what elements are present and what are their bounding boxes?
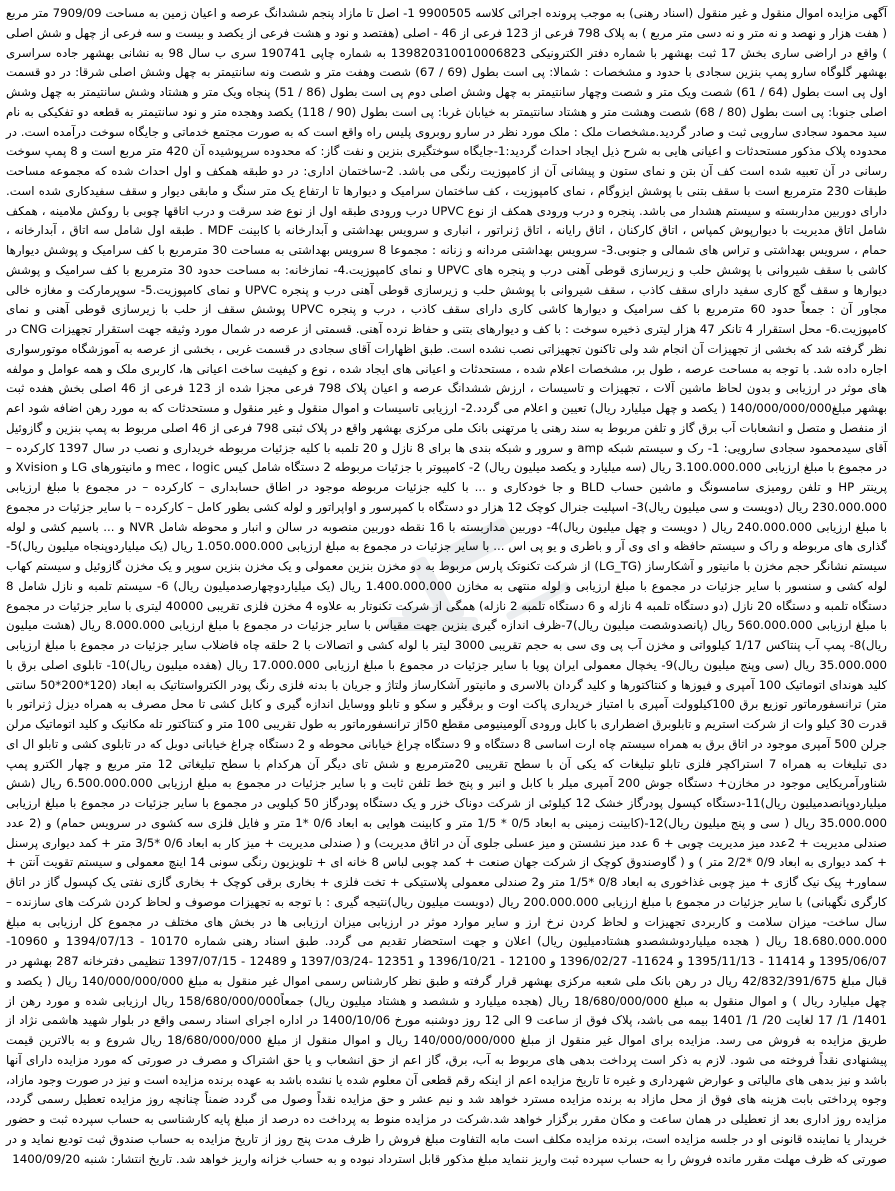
auction-notice-text: آگهی مزایده اموال منقول و غیر منقول (اسناد رهنی) به موجب پرونده اجرائی کلاسه 9900505 1- اصل تا مازاد پنجم ششدانگ عرصه و اعیان زمین به مساحت 7909/09 متر مربع ( هفت هزار و نهصد و نه متر و نه دسی متر مربع ) به پلاک 798 فرعی از 123 فرعی از 46 - اصلی (هفتصد و نود و هشت فرعی از یکصد و بیست و سه فرعی از چهل و شش اصلی ) واقع در اراضی ساری بخش 17 ثبت بهشهر با شماره دفتر الکترونیکی 139820310010006823 به شماره چاپی 190741 سری ب سال 98 به نشانی بهشهر جاده سراسری بهشهر گلوگاه سارو پمپ بنزین سجادی با حدود و مشخصات : شمالا: پی است بطول (69 / 67) شصت وهفت متر و شصت ونه سانتیمتر به چهل وشش اصلی شرقا: در دو قسمت اول پی است بطول (64 / 61) شصت ویک متر و شصت وچهار سانتیمتر به چهل وشش اصلی دوم پی است بطول (86 / 51) پنجاه ویک متر و هشتاد وشش سانتیمتر به چهل وشش اصلی جنوبا: پی است بطول (80 / 68) شصت وهشت متر و هشتاد سانتیمتر به خیابان غربا: پی است بطول (90 / 118) یکصد وهجده متر و نود سانتیمتر به قطعه دو تفکیکی به نام سید محمود سجادی سارویی ثبت و صادر گردید.مشخصات ملک : ملک مورد نظر در سارو روبروی پلیس راه واقع است که به صورت مجتمع خدماتی و جایگاه سوخت درآمده است. در محدوده پلاک مذکور مستحدثات و اعیانی هایی به شرح ذیل ایجاد احداث گردید:1-جایگاه سوختگیری بنزین و نفت گاز: که محدوده سرپوشیده آن 420 متر مربع است و 8 پمپ سوخت رسانی در آن تعبیه شده است کف آن بتن و نمای ستون و پیشانی آن از کامپوزیت رنگی می باشد. 2-ساختمان اداری: در دو طبقه همکف و اول احداث شده که مجموعه مساحت طبقات 230 مترمربع است با سقف بتنی با پوشش ایزوگام ، نمای کامپوزیت ، کف ساختمان سرامیک و دیوارها تا ارتفاع یک متر سنگ و مابقی دیوار و سقف سفیدکاری شده است. دارای دوربین مداربسته و سیستم هشدار می باشد. پنجره و درب ورودی همکف از نوع UPVC درب ورودی طبقه اول از نوع ضد سرقت و درب اتاقها چوبی با روکش ملامینه ، همکف شامل اتاق مدیریت با دیوارپوش کمپاس ، اتاق کارکنان ، اتاق رایانه ، اتاق ژنراتور ، انباری و سرویس بهداشتی و آبدارخانه با کابینت MDF . طبقه اول شامل سه اتاق ، آبدارخانه ، حمام ، سرویس بهداشتی و تراس های شمالی و جنوبی.3- سرویس بهداشتی مردانه و زنانه : مجموعا 8 سرویس بهداشتی به مساحت 30 مترمربع با کف سرامیک و پوشش دیوارها کاشی با سقف شیروانی با پوشش حلب و زیرسازی قوطی آهنی درب و پنجره های UPVC و نمای کامپوزیت.4- نمازخانه: به مساحت حدود 30 مترمربع با کف سرامیک و پوشش دیوارها و سقف گچ کاری سفید دارای سقف کاذب ، سقف شیروانی با پوشش حلب و زیرسازی قوطی آهنی درب و پنجره UPVC و نمای کامپوزیت.5- سوپرمارکت و مغازه خالی مجاور آن : جمعاً حدود 60 مترمربع با کف سرامیک و دیوارها کاشی کاری دارای سقف کاذب ، درب و پنجره UPVC پوشش سقف از حلب با زیرسازی قوطی آهنی و نمای کامپوزیت.6- محل استقرار 4 تانکر 47 هزار لیتری ذخیره سوخت : با کف و دیوارهای بتنی و حفاظ نرده آهنی. قسمتی از عرصه در شمال مورد وثیقه جهت استقرار تجهیزات CNG در نظر گرفته شد که بخشی از تجهیزات آن انجام شد ولی تاکنون تجهیزاتی نصب نشده است. طبق اظهارات آقای سجادی در قسمت غربی ، بخشی از عرصه به آموزشگاه موتورسواری اجاره داده شد. با توجه به مساحت عرصه ، طول بر، مشخصات اعلام شده ، مستحدثات و اعیانی های ایجاد شده ، نوع و کیفیت ساخت اعیانی ها، کاربری ملک و همه عوامل و مولفه های موثر در ارزیابی و بدون لحاظ ماشین آلات ، تجهیزات و تاسیسات ، ارزش ششدانگ عرصه و اعیان پلاک 798 فرعی مجزا شده از 123 فرعی از 46 اصلی بخش هفده ثبت بهشهر مبلغ140/000/000/000 ( یکصد و چهل میلیارد ریال) تعیین و اعلام می گردد.2- ارزیابی تاسیسات و اموال منقول و غیر منقول و مستحدثات که به مورد رهن اضافه شود اعم از منفصل و متصل و انشعابات آب برق گاز و تلفن مربوط به سند رهنی یا مرتهنی بانک ملی مرکزی بهشهر واقع در پلاک ثبتی 798 فرعی از 46 اصلی مربوط به پمپ بنزین و گازوئیل آقای سیدمحمود سجادی سارویی: 1- رک و سیستم شبکه amp و سرور و شبکه بندی ها برای 8 نازل و 20 تلمبه با کلیه جزئیات مربوطه خریداری و نصب در سال 1397 کارکرده – در مجموع با مبلغ ارزیابی 3.100.000.000 ریال (سه میلیارد و یکصد میلیون ریال) 2- کامپیوتر با جزئیات مربوطه 2 دستگاه شامل کیس mec ، logic و مانیتورهای LG و Xvision و پرینتر HP و تلفن رومیزی سامسونگ و ماشین حساب BLD و جا خودکاری و ... با کلیه جزئیات مربوطه موجود در اطاق حسابداری – کارکرده – در مجموع با مبلغ ارزیابی 230.000.000 ریال (دویست و سی میلیون ریال)3- اسپلیت جنرال کوچک 12 هزار دو دستگاه با کمپرسور و اواپراتور و لوله کشی بطور کامل – کارکرده – با سایر جزئیات در مجموع با مبلغ ارزیابی 240.000.000 ریال ( دویست و چهل میلیون ریال)4- دوربین مداربسته با 16 نقطه دوربین منصوبه در سالن و انبار و محوطه شامل NVR و ... باسیم کشی و لوله گذاری های مربوطه و راک و سیستم حافظه و ای وی آر و باطری و یو پی اس ... با سایر جزئیات در مجموع به مبلغ ارزیابی 1.050.000.000 ریال (یک میلیاردوپنجاه میلیون ریال)5- سیستم نشانگر حجم مخزن با مانیتور و آشکارساز (LG_TG) از شرکت تکنوتک پارس مربوط به دو مخزن بنزین معمولی و یک مخزن بنزین سوپر و یک مخزن گازوئیل و سیستم کهاب لوله کشی و سنسور با سایر جزئیات در مجموع با مبلغ ارزیابی و لوله منتهی به مخازن 1.400.000.000 ریال (یک میلیاردوچهارصدمیلیون ریال) 6- سیستم تلمبه و نازل شامل 8 دستگاه تلمبه و دستگاه 20 نازل (دو دستگاه تلمبه 4 نازله و 6 دستگاه تلمبه 2 نازله) همگی از شرکت تکنوتار به علاوه 4 مخزن فلزی تقریبی 40000 لیتری با سایر جزئیات در مجموع با مبلغ ارزیابی 560.000.000 ریال (پانصدوشصت میلیون ریال)7-ظرف اندازه گیری بنزین جهت مقیاس با سایر جزئیات در مجموع با مبلغ ارزیابی 8.000.000 ریال (هشت میلیون ریال)8- پمپ آب پنتاکس 1/17 کیلوواتی و مخزن آب پی وی سی به حجم تقریبی 3000 لیتر با لوله کشی و اتصالات با 2 حلقه چاه فاضلاب سایر جزئیات در مجموع با مبلغ ارزیابی 35.000.000 ریال (سی وپنج میلیون ریال)9- یخچال معمولی ایران پویا با سایر جزئیات در مجموع با مبلغ ارزیابی 17.000.000 ریال (هفده میلیون ریال)10- تابلوی اصلی برق با کلید هوندای اتوماتیک 100 آمپری و فیوزها و کنتاکتورها و کلید گردان بالاسری و مانیتور آشکارساز ولتاژ و جریان با بدنه فلزی رنگ پودر الکترواستاتیک به ابعاد (120*200*50 سانتی متر) ترانسفورماتور توزیع برق 100کیلوولت آمپری با امتیاز خریداری پاکت اوت و برقگیر و سکو و تابلو ووسایل اندازه گیری و کابل کشی تا محل مصرف به همراه دیزل ژنراتور با قدرت 30 کیلو وات از شرکت استریم و تابلوبرق اضطراری با کابل ورودی آلومینیومی مقطع 50از ترانسفورماتور به طول تقریبی 100 متر و کنتاکتور تله مکانیک و کلید اتوماتیک مرلن جرلن 500 آمپری موجود در اتاق برق به همراه سیستم چاه ارت اساسی 8 دستگاه و 9 دستگاه چراغ خیابانی محوطه و 2 دستگاه چراغ خیابانی دوبل که در تابلوی کشی و تابلو ال ای دی تبلیغات به همراه 7 استراکچر فلزی تابلو تبلیغات که یکی آن با سطح تقریبی 20مترمربع و شش تای دیگر آن هرکدام با سطح تبلیغاتی 12 متر مربع و چهار الکترو پمپ شناورآمریکایی موجود در مخازن+ دستگاه جوش 200 آمپری میلر با کابل و انبر و پنج خط تلفن ثابت و با سایر جزئیات در مجموع به مبلغ ارزیابی 6.500.000.000 ریال (شش میلیاردوپانصدمیلیون ریال)11-دستگاه کپسول پودرگاز خشک 12 کیلوئی از شرکت دوناک خزر و یک دستگاه پودرگاز 50 کیلویی در مجموع با سایر جزئیات در مجموع با مبلغ ارزیابی 35.000.000 ریال ( سی و پنج میلیون ریال)12-(کابینت زمینی به ابعاد 0/5 * 1/5 متر و کابینت هوایی به ابعاد 0/6 *1 متر و فایل فلزی سه کشوی در سرویس حمام) و (2 عدد صندلی مدیریت + 2عدد میز مدیریت چوبی + 6 عدد میز نشستن و میز عسلی جلوی آن در اتاق مدیریت) و ( صندلی مدیریت + میز کار به ابعاد 0/6 *3/5 متر + کمد دیواری پرسنل + کمد دیواری به ابعاد 0/9 *2/2 متر ) و ( گاوصندوق کوچک از شرکت جهان صنعت + کمد چوبی لباس 8 خانه ای + تلویزیون رنگی سونی 14 اینچ معمولی و سیستم تقویت آنتن + سماور+ پیک نیک گازی + میز چوبی غذاخوری به ابعاد 0/8 *1/5 متر و2 صندلی معمولی پلاستیکی + تخت فلزی + بخاری برقی کوچک + بخاری گازی نفتی یک کپسول گاز در اتاق کارگری نگهبانی) با سایر جزئیات در مجموع با مبلغ ارزیابی 200.000.000 ریال (دویست میلیون ریال)نتیجه گیری : با توجه به تجهیزات موصوف و لحاظ کردن شرکت های سازنده – سال ساخت- میزان سلامت و کاربردی تجهیزات و لحاظ کردن نرخ ارز و سایر موارد موثر در ارزیابی میزان ارزیابی ها در بخش های مختلف در مجموع کل ارزیابی به مبلغ 18.680.000.000 ریال ( هجده میلیاردوششصدو هشتادمیلیون ریال) اعلان و جهت استحضار تقدیم می گردد. طبق اسناد رهنی شماره 10170 - 1394/07/13 و 10960- 1395/06/07 و 11414 - 1395/11/13 و 11624- 1396/02/27 و 12100 - 1396/10/21 و 12351 -1397/03/24 و 12489 - 1397/07/15 تنظیمی دفترخانه 287 بهشهر در قبال مبلغ 42/832/391/675 ریال در رهن بانک ملی شعبه مرکزی بهشهر قرار گرفته و طبق نظر کارشناس رسمی اموال غیر منقول به مبلغ 140/000/000/000 ریال ( یکصد و چهل میلیارد ریال ) و اموال منقول به مبلغ 18/680/000/000 ریال (هجده میلیارد و ششصد و هشتاد میلیون ریال) جمعاً158/680/000/000 ریال ارزیابی شده و مورد رهن از 1401/ 1/ 17 لغایت 20/ 1/ 1401 بیمه می باشد، پلاک فوق از ساعت 9 الی 12 روز دوشنبه مورخ 1400/10/06 در اداره اجرای اسناد رسمی واقع در بلوار شهید هاشمی نژاد از طریق مزایده به فروش می رسد. مزایده برای اموال غیر منقول از مبلغ 140/000/000/000 ریال و اموال منقول از مبلغ 18/680/000/000 ریال شروع و به بالاترین قیمت پیشنهادی نقداً فروخته می شود. لازم به ذکر است پرداخت بدهی های مربوط به آب، برق، گاز اعم از حق انشعاب و یا حق اشتراک و مصرف در صورتی که مورد مزایده دارای آنها باشد و نیز بدهی های مالیاتی و عوارض شهرداری و غیره تا تاریخ مزایده اعم از اینکه رقم قطعی آن معلوم شده یا نشده باشد به عهده برنده مزایده است و نیز در صورت وجود مازاد، وجوه پرداختی بابت هزینه های فوق از محل مازاد به برنده مزایده مسترد خواهد شد و نیم عشر و حق مزایده نقداً وصول می گردد ضمناً چنانچه روز مزایده تعطیل رسمی گردد، مزایده روز اداری بعد از تعطیلی در همان ساعت و مکان مقرر برگزار خواهد شد.شرکت در مزایده منوط به پرداخت ده درصد از مبلغ پایه کارشناسی به حساب سپرده ثبت و حضور خریدار یا نماینده قانونی او در جلسه مزایده است، برنده مزایده مکلف است مابه التفاوت مبلغ فروش را ظرف مدت پنج روز از تاریخ مزایده به حساب صندوق ثبت تودیع نماید و در صورتی که ظرف مهلت مقرر مانده فروش را به حساب سپرده ثبت واریز ننماید مبلغ مذکور قابل استرداد نبوده و به حساب خزانه واریز خواهد شد. تاریخ انتشار: شنبه 1400/09/20 [6, 6, 888, 1166]
notice-content [6, 4, 887, 1169]
